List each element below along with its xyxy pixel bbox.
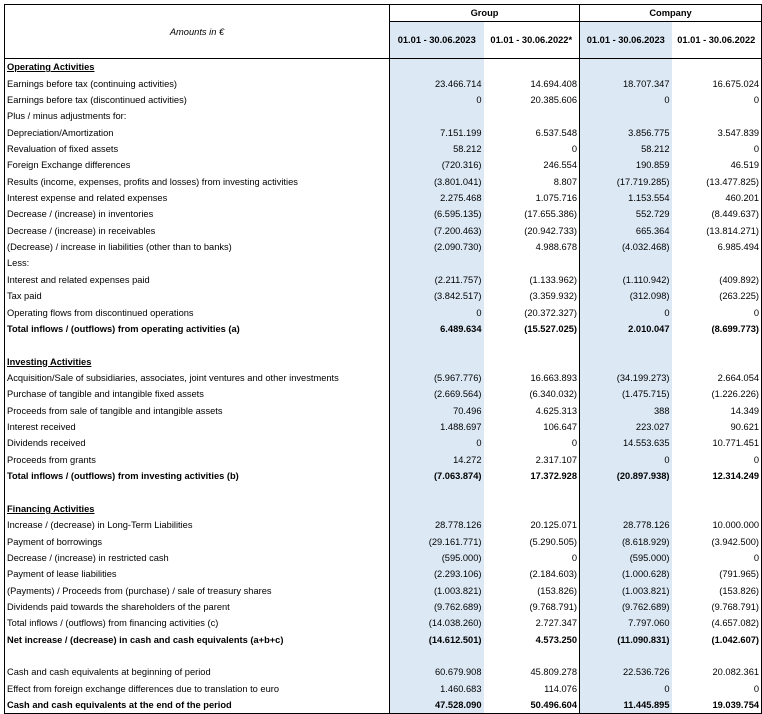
value-cell: (1.000.628)	[580, 566, 672, 582]
value-cell: 16.675.024	[672, 75, 762, 91]
value-cell: 0	[580, 304, 672, 320]
row-label-text: Operating flows from discontinued operations	[7, 307, 194, 318]
value-cell: 246.554	[484, 157, 580, 173]
value-cell: (791.965)	[672, 566, 762, 582]
row-label-text: Revaluation of fixed assets	[7, 143, 119, 154]
row-label	[5, 304, 390, 320]
value-cell	[390, 337, 484, 353]
value-cell: 2.664.054	[672, 370, 762, 386]
value-cell	[672, 255, 762, 271]
table-row	[5, 550, 762, 566]
value-cell: (1.003.821)	[390, 583, 484, 599]
value-cell: 0	[672, 550, 762, 566]
value-cell	[390, 648, 484, 664]
value-cell	[580, 501, 672, 517]
value-cell: 11.445.895	[580, 697, 672, 714]
table-row	[5, 321, 762, 337]
table-row	[5, 75, 762, 91]
value-cell: (2.090.730)	[390, 239, 484, 255]
table-row	[5, 141, 762, 157]
row-label	[5, 501, 390, 517]
amounts-label: Amounts in €	[5, 5, 390, 59]
table-row	[5, 124, 762, 140]
table-row	[5, 664, 762, 680]
value-cell	[390, 108, 484, 124]
row-label	[5, 174, 390, 190]
value-cell: 1.488.697	[390, 419, 484, 435]
row-label-text: Effect from foreign exchange differences due to translation to euro	[7, 683, 280, 694]
value-cell: 1.460.683	[390, 681, 484, 697]
value-cell: 0	[390, 92, 484, 108]
value-cell: 0	[672, 141, 762, 157]
row-label	[5, 615, 390, 631]
value-cell	[390, 59, 484, 76]
value-cell: (595.000)	[390, 550, 484, 566]
value-cell: (8.449.637)	[672, 206, 762, 222]
row-label	[5, 681, 390, 697]
value-cell: (1.226.226)	[672, 386, 762, 402]
table-row	[5, 681, 762, 697]
value-cell: (20.942.733)	[484, 223, 580, 239]
value-cell: (312.098)	[580, 288, 672, 304]
row-label-text: Total inflows / (outflows) from financing activities (c)	[7, 618, 219, 629]
value-cell	[484, 501, 580, 517]
row-label	[5, 353, 390, 369]
value-cell	[580, 353, 672, 369]
row-label	[5, 697, 390, 714]
value-cell: (15.527.025)	[484, 321, 580, 337]
row-label	[5, 419, 390, 435]
table-row	[5, 174, 762, 190]
table-row	[5, 501, 762, 517]
value-cell: 14.694.408	[484, 75, 580, 91]
row-label	[5, 370, 390, 386]
value-cell: 14.349	[672, 403, 762, 419]
table-body	[5, 59, 762, 714]
row-label-text: Purchase of tangible and intangible fixed assets	[7, 389, 204, 400]
cash-flow-statement	[4, 4, 761, 711]
row-label	[5, 255, 390, 271]
row-label-text: Results (income, expenses, profits and losses) from investing activities	[7, 176, 298, 187]
period-header: 01.01 - 30.06.2023	[580, 22, 672, 59]
value-cell: 50.496.604	[484, 697, 580, 714]
value-cell: (3.801.041)	[390, 174, 484, 190]
value-cell: (409.892)	[672, 272, 762, 288]
value-cell: 20.385.606	[484, 92, 580, 108]
row-label-text: Interest received	[7, 422, 76, 433]
value-cell: 7.151.199	[390, 124, 484, 140]
value-cell: (14.038.260)	[390, 615, 484, 631]
table-row	[5, 92, 762, 108]
row-label	[5, 517, 390, 533]
table-row	[5, 533, 762, 549]
row-label-text: Earnings before tax (discontinued activities)	[7, 94, 187, 105]
value-cell	[672, 353, 762, 369]
value-cell: (153.826)	[672, 583, 762, 599]
row-label	[5, 664, 390, 680]
row-label	[5, 223, 390, 239]
row-label	[5, 141, 390, 157]
group-header: Group	[390, 5, 580, 22]
table-row	[5, 468, 762, 484]
row-label	[5, 272, 390, 288]
table-row	[5, 272, 762, 288]
value-cell	[484, 337, 580, 353]
table-row	[5, 304, 762, 320]
value-cell: (3.942.500)	[672, 533, 762, 549]
row-label-text: Dividends received	[7, 438, 86, 449]
value-cell: 0	[580, 681, 672, 697]
value-cell: 0	[484, 435, 580, 451]
value-cell	[390, 255, 484, 271]
value-cell: (2.669.564)	[390, 386, 484, 402]
row-label-text: Total inflows / (outflows) from investing activities (b)	[7, 471, 239, 482]
row-label	[5, 59, 390, 76]
row-label	[5, 337, 390, 353]
value-cell: (2.211.757)	[390, 272, 484, 288]
value-cell: 3.547.839	[672, 124, 762, 140]
table-row	[5, 566, 762, 582]
row-label-text: Payment of lease liabilities	[7, 569, 117, 580]
value-cell: 18.707.347	[580, 75, 672, 91]
table-row	[5, 353, 762, 369]
period-header: 01.01 - 30.06.2022	[672, 22, 762, 59]
table-row	[5, 255, 762, 271]
table-row	[5, 239, 762, 255]
value-cell: 0	[672, 681, 762, 697]
value-cell: 0	[484, 550, 580, 566]
row-label	[5, 632, 390, 648]
value-cell: 2.275.468	[390, 190, 484, 206]
value-cell: 20.082.361	[672, 664, 762, 680]
value-cell: (7.200.463)	[390, 223, 484, 239]
row-label-text: Dividends paid towards the shareholders of the parent	[7, 602, 230, 613]
value-cell	[390, 484, 484, 500]
table-row	[5, 370, 762, 386]
value-cell: (2.184.603)	[484, 566, 580, 582]
value-cell: (4.657.082)	[672, 615, 762, 631]
value-cell: 114.076	[484, 681, 580, 697]
row-label-text: (Payments) / Proceeds from (purchase) / sale of treasury shares	[7, 585, 272, 596]
row-label-text: Less:	[7, 258, 30, 269]
value-cell: (263.225)	[672, 288, 762, 304]
value-cell: (34.199.273)	[580, 370, 672, 386]
value-cell: 388	[580, 403, 672, 419]
row-label-text: (Decrease) / increase in liabilities (other than to banks)	[7, 242, 232, 253]
value-cell: (8.618.929)	[580, 533, 672, 549]
value-cell: (5.290.505)	[484, 533, 580, 549]
value-cell: 460.201	[672, 190, 762, 206]
row-label-text: Investing Activities	[7, 356, 92, 367]
value-cell	[390, 501, 484, 517]
value-cell: 70.496	[390, 403, 484, 419]
value-cell: (20.897.938)	[580, 468, 672, 484]
value-cell	[484, 484, 580, 500]
value-cell	[580, 337, 672, 353]
value-cell: 10.000.000	[672, 517, 762, 533]
value-cell: 2.727.347	[484, 615, 580, 631]
row-label	[5, 599, 390, 615]
row-label	[5, 386, 390, 402]
value-cell: 47.528.090	[390, 697, 484, 714]
table-row	[5, 337, 762, 353]
row-label-text: Decrease / (increase) in inventories	[7, 209, 154, 220]
value-cell	[580, 255, 672, 271]
period-header: 01.01 - 30.06.2023	[390, 22, 484, 59]
value-cell	[672, 59, 762, 76]
row-label-text: Payment of borrowings	[7, 536, 103, 547]
row-label	[5, 648, 390, 664]
value-cell: (6.340.032)	[484, 386, 580, 402]
value-cell: (720.316)	[390, 157, 484, 173]
row-label-text: Decrease / (increase) in restricted cash	[7, 552, 169, 563]
cash-flow-table	[4, 4, 762, 714]
value-cell: 2.317.107	[484, 452, 580, 468]
value-cell: (1.003.821)	[580, 583, 672, 599]
row-label-text: Net increase / (decrease) in cash and cash equivalents (a+b+c)	[7, 634, 284, 645]
row-label-text: Financing Activities	[7, 503, 95, 514]
table-row	[5, 648, 762, 664]
row-label	[5, 92, 390, 108]
row-label-text: Interest expense and related expenses	[7, 193, 168, 204]
value-cell: (2.293.106)	[390, 566, 484, 582]
value-cell: 45.809.278	[484, 664, 580, 680]
value-cell	[484, 255, 580, 271]
row-label-text: Total inflows / (outflows) from operating activities (a)	[7, 323, 240, 334]
value-cell: 0	[484, 141, 580, 157]
value-cell: 23.466.714	[390, 75, 484, 91]
row-label-text: Proceeds from grants	[7, 454, 96, 465]
value-cell: (595.000)	[580, 550, 672, 566]
table-row	[5, 206, 762, 222]
value-cell: 0	[580, 452, 672, 468]
row-label	[5, 124, 390, 140]
value-cell: (9.768.791)	[484, 599, 580, 615]
value-cell: 28.778.126	[580, 517, 672, 533]
value-cell: 190.859	[580, 157, 672, 173]
table-row	[5, 419, 762, 435]
value-cell: 6.537.548	[484, 124, 580, 140]
period-header: 01.01 - 30.06.2022*	[484, 22, 580, 59]
row-label-text: Increase / (decrease) in Long-Term Liabilities	[7, 520, 193, 531]
value-cell: (13.477.825)	[672, 174, 762, 190]
value-cell: 4.625.313	[484, 403, 580, 419]
value-cell	[580, 648, 672, 664]
row-label-text: Interest and related expenses paid	[7, 274, 150, 285]
value-cell: (29.161.771)	[390, 533, 484, 549]
row-label-text: Plus / minus adjustments for:	[7, 111, 127, 122]
value-cell: 6.985.494	[672, 239, 762, 255]
value-cell: 1.075.716	[484, 190, 580, 206]
row-label	[5, 468, 390, 484]
row-label-text: Operating Activities	[7, 62, 95, 73]
row-label-text: Depreciation/Amortization	[7, 127, 114, 138]
row-label	[5, 550, 390, 566]
table-row	[5, 599, 762, 615]
table-row	[5, 697, 762, 714]
value-cell: (1.475.715)	[580, 386, 672, 402]
value-cell: 1.153.554	[580, 190, 672, 206]
row-label	[5, 321, 390, 337]
row-label	[5, 108, 390, 124]
row-label	[5, 239, 390, 255]
row-label	[5, 484, 390, 500]
table-row	[5, 190, 762, 206]
value-cell: (14.612.501)	[390, 632, 484, 648]
value-cell	[580, 484, 672, 500]
row-label	[5, 190, 390, 206]
row-label	[5, 566, 390, 582]
value-cell: 90.621	[672, 419, 762, 435]
row-label-text: Proceeds from sale of tangible and intangible assets	[7, 405, 223, 416]
row-label-text: Acquisition/Sale of subsidiaries, associates, joint ventures and other investments	[7, 373, 339, 383]
value-cell	[484, 353, 580, 369]
table-row	[5, 615, 762, 631]
value-cell: 12.314.249	[672, 468, 762, 484]
row-label-text: Decrease / (increase) in receivables	[7, 225, 156, 236]
value-cell: 665.364	[580, 223, 672, 239]
row-label	[5, 288, 390, 304]
value-cell: (1.110.942)	[580, 272, 672, 288]
table-row	[5, 108, 762, 124]
table-row	[5, 59, 762, 76]
value-cell: 223.027	[580, 419, 672, 435]
table-row	[5, 386, 762, 402]
row-label	[5, 206, 390, 222]
value-cell: 14.272	[390, 452, 484, 468]
table-row	[5, 632, 762, 648]
value-cell: 552.729	[580, 206, 672, 222]
row-label-text: Earnings before tax (continuing activities)	[7, 78, 178, 89]
row-label	[5, 435, 390, 451]
value-cell: 0	[672, 304, 762, 320]
row-label	[5, 583, 390, 599]
value-cell	[484, 59, 580, 76]
value-cell: (7.063.874)	[390, 468, 484, 484]
table-row	[5, 484, 762, 500]
value-cell: (6.595.135)	[390, 206, 484, 222]
value-cell: 14.553.635	[580, 435, 672, 451]
value-cell: 2.010.047	[580, 321, 672, 337]
value-cell: (11.090.831)	[580, 632, 672, 648]
value-cell: 0	[672, 452, 762, 468]
table-row	[5, 435, 762, 451]
row-label	[5, 403, 390, 419]
value-cell	[672, 648, 762, 664]
value-cell: (9.762.689)	[390, 599, 484, 615]
value-cell: 60.679.908	[390, 664, 484, 680]
row-label	[5, 533, 390, 549]
value-cell: (9.762.689)	[580, 599, 672, 615]
value-cell: 6.489.634	[390, 321, 484, 337]
value-cell: 8.807	[484, 174, 580, 190]
row-label	[5, 157, 390, 173]
value-cell: 19.039.754	[672, 697, 762, 714]
value-cell: 10.771.451	[672, 435, 762, 451]
table-row	[5, 583, 762, 599]
value-cell: (4.032.468)	[580, 239, 672, 255]
table-row	[5, 452, 762, 468]
table-row	[5, 157, 762, 173]
value-cell: (1.133.962)	[484, 272, 580, 288]
value-cell: 7.797.060	[580, 615, 672, 631]
value-cell: 20.125.071	[484, 517, 580, 533]
value-cell: (20.372.327)	[484, 304, 580, 320]
value-cell: 0	[580, 92, 672, 108]
value-cell: 3.856.775	[580, 124, 672, 140]
value-cell: 0	[672, 92, 762, 108]
value-cell: (9.768.791)	[672, 599, 762, 615]
value-cell	[484, 648, 580, 664]
value-cell: (3.842.517)	[390, 288, 484, 304]
value-cell: (3.359.932)	[484, 288, 580, 304]
value-cell	[672, 501, 762, 517]
value-cell: (17.655.386)	[484, 206, 580, 222]
value-cell: 16.663.893	[484, 370, 580, 386]
table-row	[5, 517, 762, 533]
table-row	[5, 288, 762, 304]
value-cell	[672, 337, 762, 353]
row-label-text: Tax paid	[7, 291, 42, 302]
value-cell: 4.988.678	[484, 239, 580, 255]
value-cell	[672, 484, 762, 500]
row-label-text: Cash and cash equivalents at beginning of period	[7, 667, 211, 678]
value-cell: (5.967.776)	[390, 370, 484, 386]
value-cell: 58.212	[580, 141, 672, 157]
row-label	[5, 452, 390, 468]
value-cell	[672, 108, 762, 124]
value-cell: (17.719.285)	[580, 174, 672, 190]
company-header: Company	[580, 5, 762, 22]
value-cell: 28.778.126	[390, 517, 484, 533]
value-cell	[484, 108, 580, 124]
value-cell	[580, 108, 672, 124]
value-cell: 0	[390, 435, 484, 451]
value-cell: 58.212	[390, 141, 484, 157]
row-label	[5, 75, 390, 91]
table-row	[5, 223, 762, 239]
value-cell: 46.519	[672, 157, 762, 173]
value-cell	[390, 353, 484, 369]
value-cell	[580, 59, 672, 76]
value-cell: 0	[390, 304, 484, 320]
value-cell: 106.647	[484, 419, 580, 435]
value-cell: 17.372.928	[484, 468, 580, 484]
row-label-text: Cash and cash equivalents at the end of the period	[7, 700, 232, 711]
row-label-text: Foreign Exchange differences	[7, 160, 131, 171]
value-cell: (8.699.773)	[672, 321, 762, 337]
table-row	[5, 403, 762, 419]
value-cell: 22.536.726	[580, 664, 672, 680]
value-cell: (153.826)	[484, 583, 580, 599]
value-cell: (1.042.607)	[672, 632, 762, 648]
value-cell: (13.814.271)	[672, 223, 762, 239]
value-cell: 4.573.250	[484, 632, 580, 648]
